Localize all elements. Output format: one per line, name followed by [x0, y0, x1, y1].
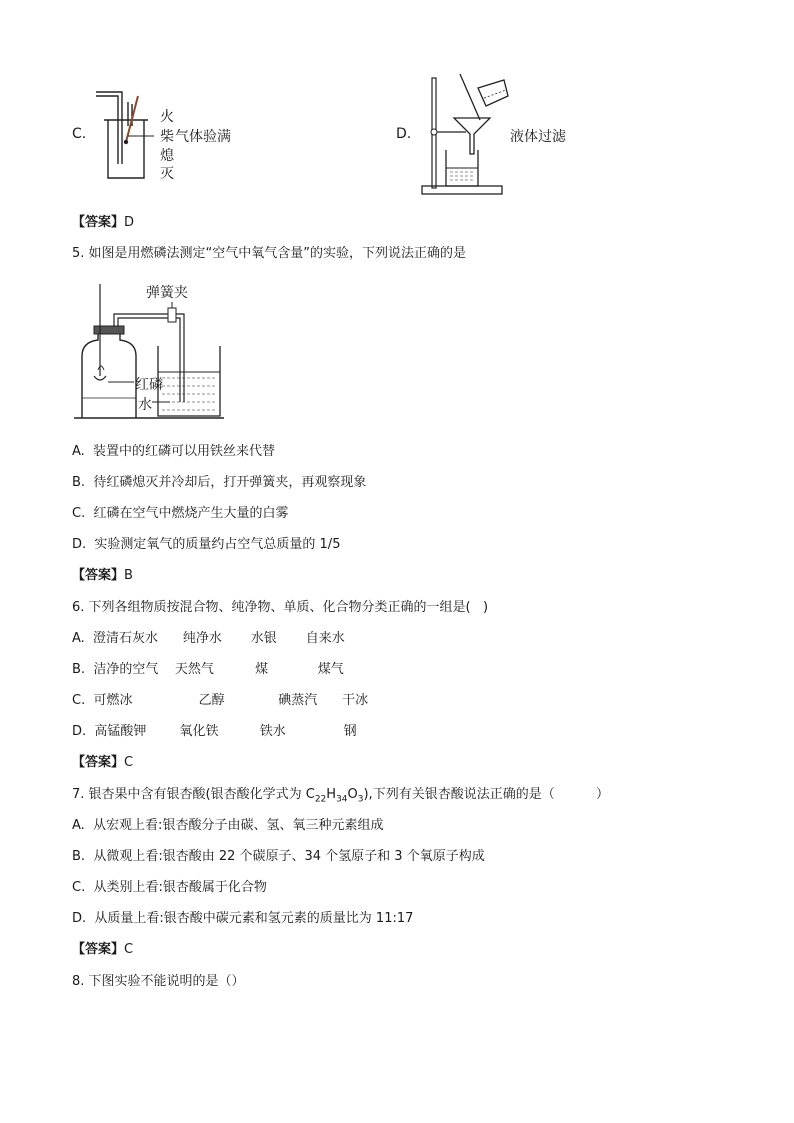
q7-stem-post: ),下列有关银杏酸说法正确的是（ ） [363, 787, 610, 802]
q4-option-c-letter: C. [72, 126, 87, 142]
fig-label-huo: 火 [160, 109, 174, 125]
q7-sub-o: 3 [357, 794, 364, 805]
q7-h: H [326, 787, 337, 802]
q4-option-d-text: 液体过滤 [510, 129, 566, 145]
q4-answer [72, 214, 134, 232]
filtration-figure [420, 72, 510, 198]
q6-stem: 6. 下列各组物质按混合物、纯净物、单质、化合物分类正确的一组是( ) [72, 600, 489, 615]
answer-value: B [124, 568, 133, 583]
fig-label-mie: 灭 [160, 166, 174, 182]
answer-value: C [124, 942, 134, 957]
q7-sub-h: 34 [336, 794, 348, 805]
q6-option-b: B. 洁净的空气 天然气 煤 煤气 [72, 662, 344, 677]
q5-option-a: A. 装置中的红磷可以用铁丝来代替 [72, 444, 276, 459]
q6-answer [72, 754, 133, 772]
answer-bracket: 【答案】 [72, 755, 125, 770]
q8-stem: 8. 下图实验不能说明的是（） [72, 974, 245, 989]
q5-option-d: D. 实验测定氧气的质量约占空气总质量的 1/5 [72, 537, 341, 552]
q6-option-d: D. 高锰酸钾 氧化铁 铁水 钢 [72, 724, 357, 739]
answer-value: C [124, 755, 134, 770]
q7-option-a: A. 从宏观上看:银杏酸分子由碳、氢、氧三种元素组成 [72, 818, 384, 833]
q5-stem: 5. 如图是用燃磷法测定“空气中氧气含量”的实验，下列说法正确的是 [72, 246, 467, 261]
q5-answer [72, 567, 133, 585]
q6-option-a: A. 澄清石灰水 纯净水 水银 自来水 [72, 631, 345, 646]
fig-label-water: 水 [138, 397, 152, 413]
q4-option-d-letter: D. [396, 126, 412, 142]
answer-value: D [124, 215, 135, 230]
q6-option-c: C. 可燃冰 乙醇 碘蒸汽 干冰 [72, 693, 369, 708]
q5-option-c: C. 红磷在空气中燃烧产生大量的白雾 [72, 506, 289, 521]
fig-label-red-phosphorus: 红磷 [135, 377, 163, 393]
q7-option-c: C. 从类别上看:银杏酸属于化合物 [72, 880, 267, 895]
fig-label-xi: 熄 [160, 148, 174, 164]
q7-o: O [347, 787, 358, 802]
q7-sub-c: 22 [314, 794, 327, 805]
q7-option-b: B. 从微观上看:银杏酸由 22 个碳原子、34 个氢原子和 3 个氧原子构成 [72, 849, 485, 864]
q7-stem [72, 786, 609, 809]
q7-option-d: D. 从质量上看:银杏酸中碳元素和氢元素的质量比为 11:17 [72, 911, 414, 926]
q7-answer [72, 941, 133, 959]
gas-full-test-figure [94, 86, 164, 182]
fig-label-spring-clip: 弹簧夹 [146, 285, 188, 301]
answer-bracket: 【答案】 [72, 942, 125, 957]
q4-option-c-text: 气体验满 [175, 129, 231, 145]
fig-label-chai: 柴 [160, 129, 174, 145]
q5-option-b: B. 待红磷熄灭并冷却后，打开弹簧夹，再观察现象 [72, 475, 367, 490]
answer-bracket: 【答案】 [72, 215, 125, 230]
q7-stem-pre: 7. 银杏果中含有银杏酸(银杏酸化学式为 C [72, 787, 315, 802]
answer-bracket: 【答案】 [72, 568, 125, 583]
